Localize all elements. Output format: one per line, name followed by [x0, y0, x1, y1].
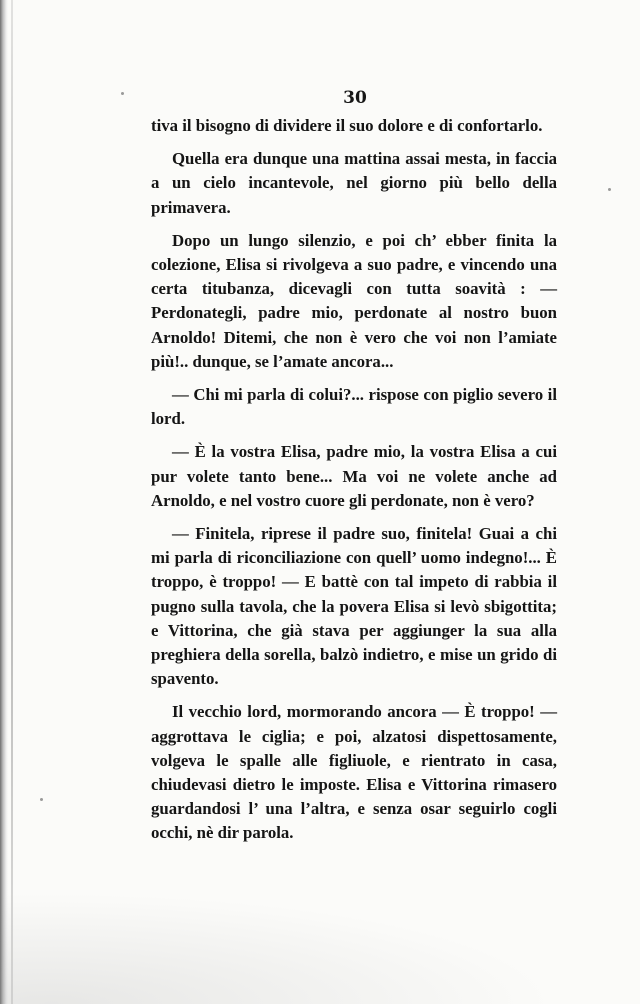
- page-number: 30: [343, 88, 367, 108]
- page-fold-line: [11, 0, 13, 1004]
- paragraph: — Finitela, riprese il padre suo, finitela! Guai a chi mi parla di riconciliazione con quell’ uomo indegno!... È troppo, è troppo! — E battè con tal impeto di rabbia il pugno sulla tavola, che la povera Elisa si levò sbigottita; e Vittorina, che già stava per aggiunger la sua alla preghiera della sorella, balzò indietro, e mise un grido di spavento.: [151, 524, 557, 689]
- page-binding-edge: [0, 0, 8, 1004]
- page-shadow: [0, 874, 640, 1004]
- paragraph: — Chi mi parla di colui?... rispose con piglio severo il lord.: [151, 385, 557, 429]
- ink-speck: [608, 188, 611, 191]
- paragraph: Dopo un lungo silenzio, e poi ch’ ebber finita la colezione, Elisa si rivolgeva a suo padre, e vincendo una certa titubanza, dicevagli con tutta soavità : — Perdonategli, padre mio, perdonate al nostro buon Arnoldo! Ditemi, che non è vero che voi non l’amiate più!.. dunque, se l’amate ancora...: [151, 230, 557, 371]
- paragraph: — È la vostra Elisa, padre mio, la vostra Elisa a cui pur volete tanto bene... Ma voi ne volete anche ad Arnoldo, e nel vostro cuore gli perdonate, non è vero?: [151, 442, 557, 510]
- paragraph: Quella era dunque una mattina assai mesta, in faccia a un cielo incantevole, nel giorno più bello della primavera.: [151, 149, 557, 217]
- body-text: [151, 114, 557, 846]
- ink-speck: [40, 798, 43, 801]
- paragraph: Il vecchio lord, mormorando ancora — È troppo! — aggrottava le ciglia; e poi, alzatosi dispettosamente, volgeva le spalle alle figliuole, e rientrato in casa, chiudevasi dietro le imposte. Elisa e Vittorina rimasero guardandosi l’ una l’altra, e senza osar seguirlo cogli occhi, nè dir parola.: [151, 702, 557, 843]
- paragraph-continuation: tiva il bisogno di dividere il suo dolore e di confortarlo.: [151, 116, 543, 135]
